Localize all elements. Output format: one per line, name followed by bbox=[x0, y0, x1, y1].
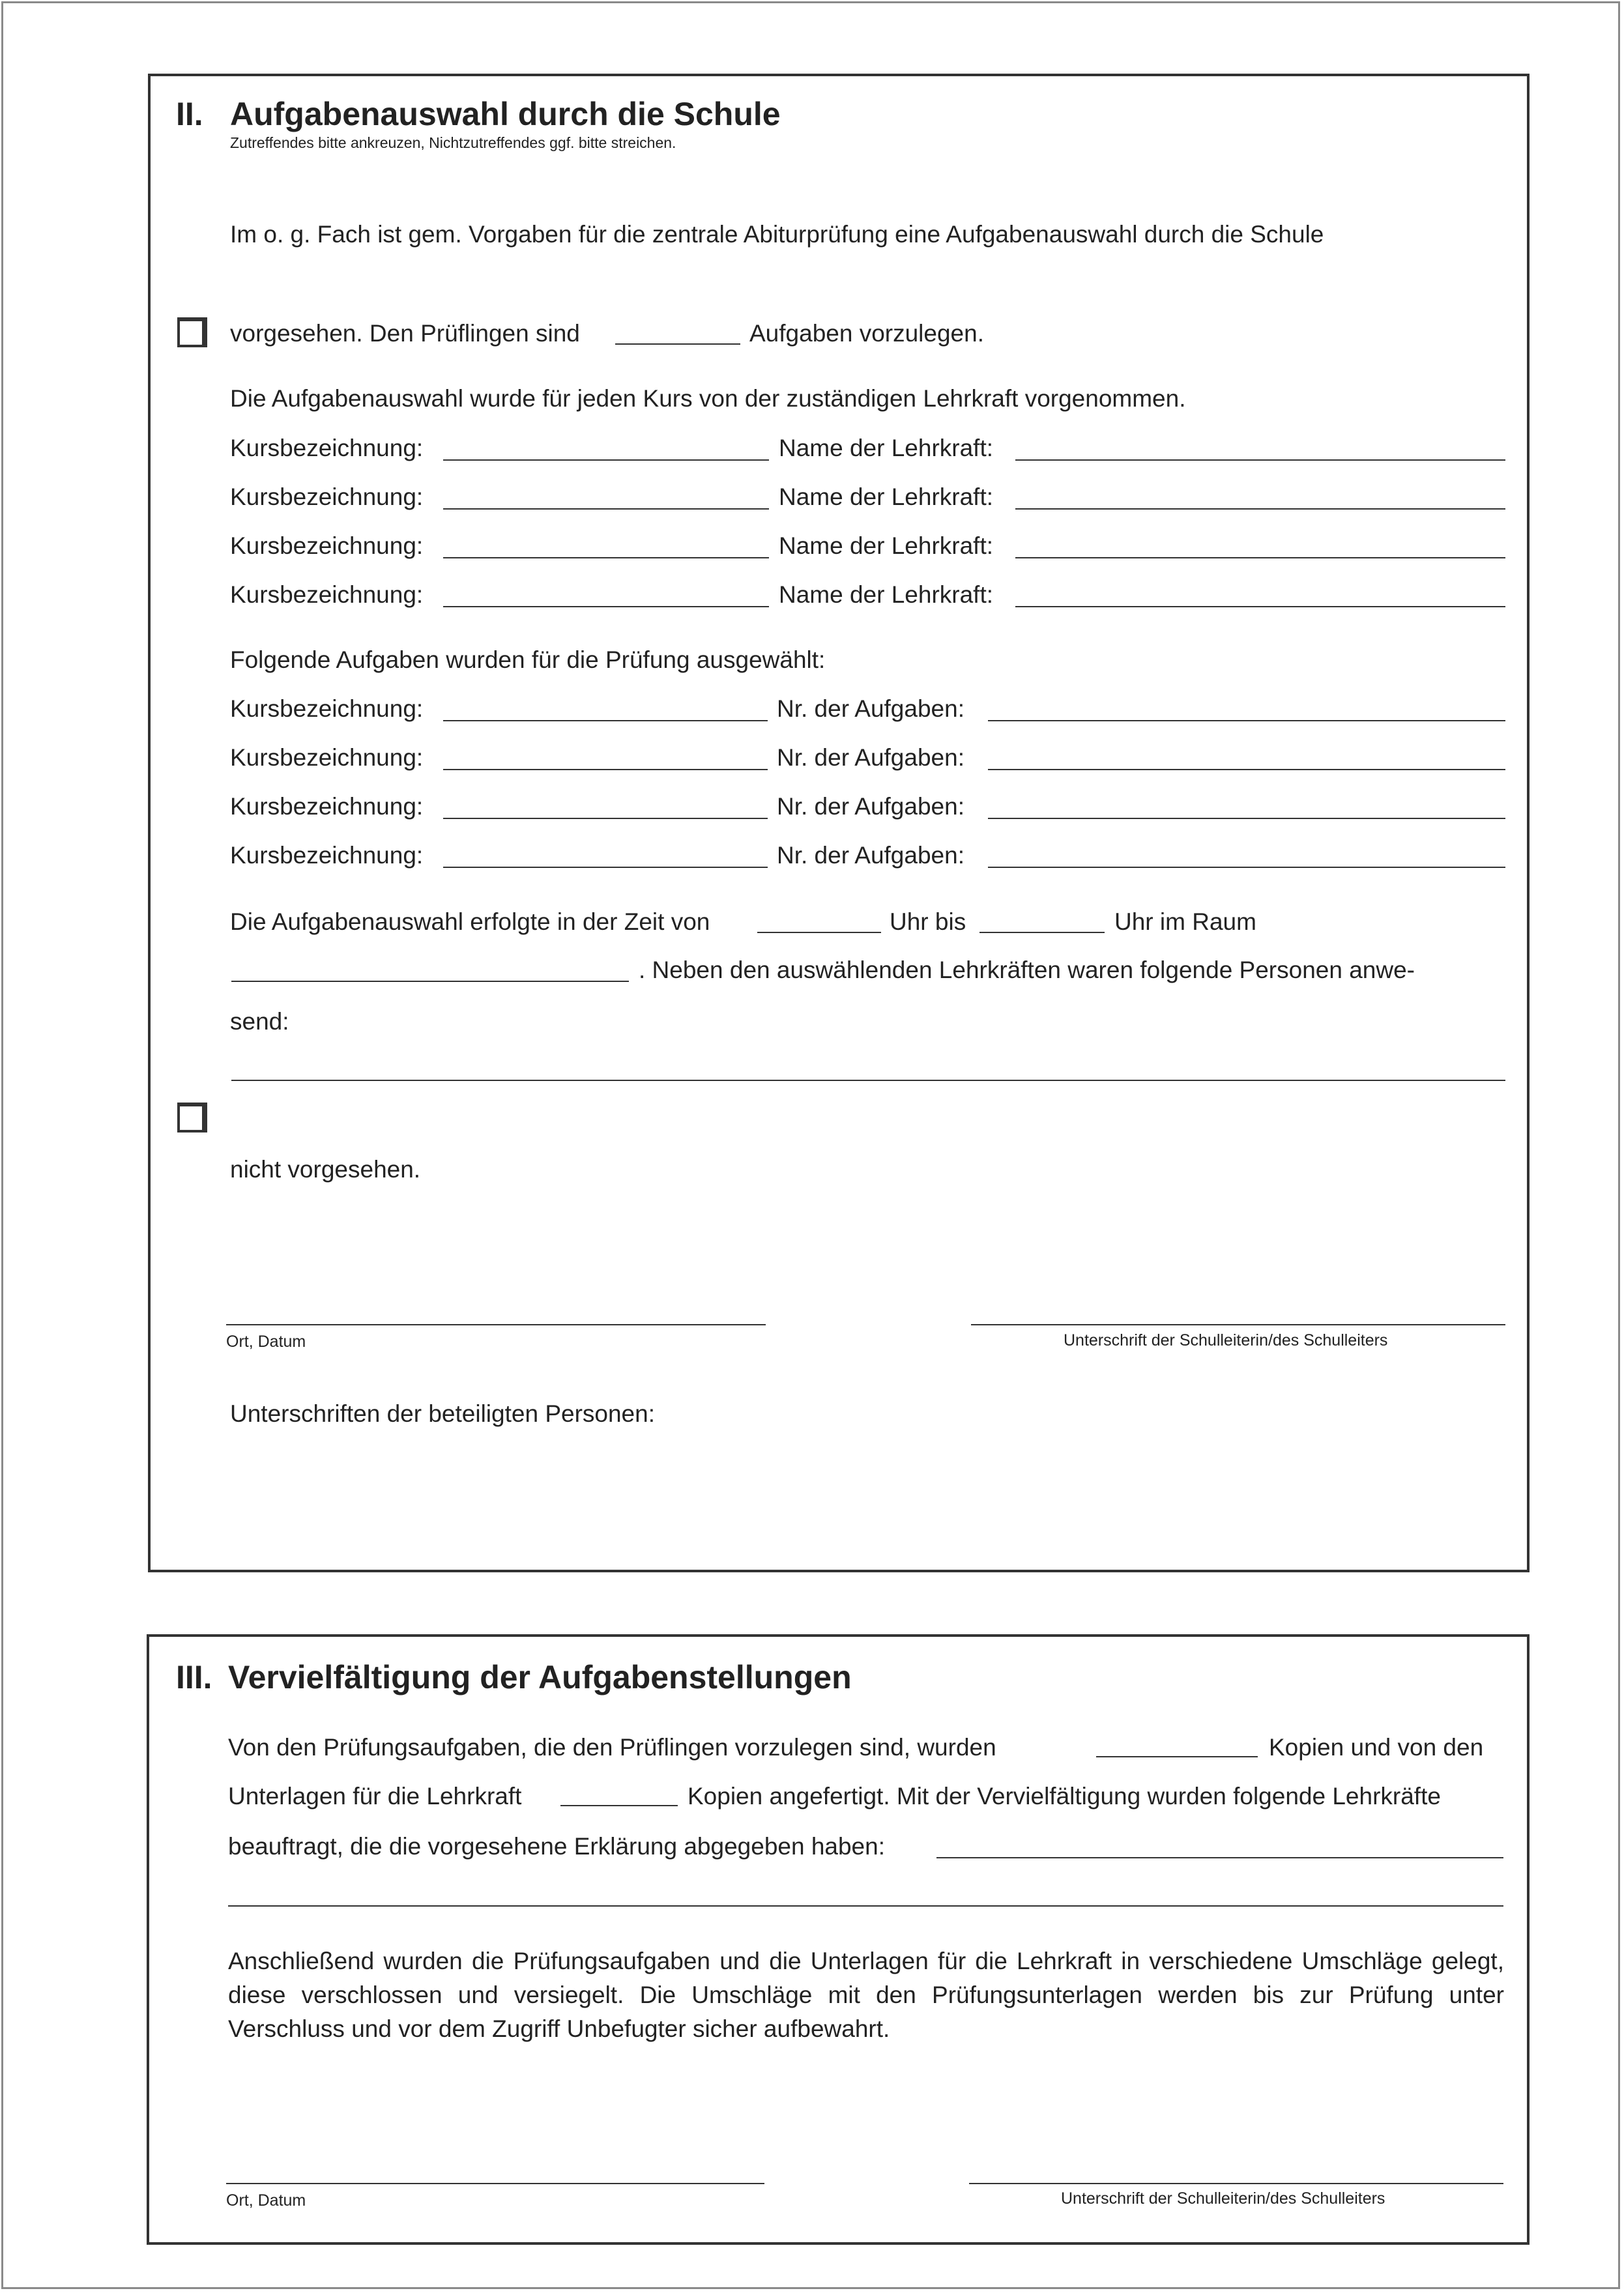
task-row-number-field[interactable] bbox=[988, 867, 1505, 868]
count-tasks-field[interactable] bbox=[615, 343, 740, 345]
option-vorgesehen-label: vorgesehen. Den Prüflingen sind bbox=[230, 320, 580, 347]
task-row-number-field[interactable] bbox=[988, 769, 1505, 770]
tasks-intro: Folgende Aufgaben wurden für die Prüfung ausgewählt: bbox=[230, 646, 826, 673]
teacher-row-course-label: Kursbezeichnung: bbox=[230, 532, 424, 559]
task-row-number-label: Nr. der Aufgaben: bbox=[777, 744, 964, 771]
room-field[interactable] bbox=[231, 981, 629, 982]
teacher-copies-field[interactable] bbox=[560, 1805, 678, 1806]
teacher-row-course-field[interactable] bbox=[443, 459, 769, 461]
copies-line-3: beauftragt, die die vorgesehene Erklärung abgegeben haben: bbox=[228, 1833, 885, 1860]
section-2-intro: Im o. g. Fach ist gem. Vorgaben für die zentrale Abiturprüfung eine Aufgabenauswahl durch die Schule bbox=[230, 221, 1324, 248]
teacher-row-teacher-label: Name der Lehrkraft: bbox=[779, 483, 994, 510]
copies-line-2-suffix: Kopien angefertigt. Mit der Vervielfältigung wurden folgende Lehrkräfte bbox=[688, 1783, 1441, 1810]
teacher-row-course-field[interactable] bbox=[443, 557, 769, 558]
teacher-row-teacher-label: Name der Lehrkraft: bbox=[779, 435, 994, 461]
time-from-field[interactable] bbox=[757, 932, 881, 933]
principal-signature-line[interactable] bbox=[971, 1324, 1505, 1325]
section-3-box bbox=[147, 1634, 1530, 2245]
option-vorgesehen-suffix: Aufgaben vorzulegen. bbox=[749, 320, 984, 347]
section-3-title: Vervielfältigung der Aufgabenstellungen bbox=[228, 1659, 852, 1695]
section-2-subtitle: Zutreffendes bitte ankreuzen, Nichtzutreffendes ggf. bitte streichen. bbox=[230, 134, 676, 151]
teacher-row-teacher-field[interactable] bbox=[1015, 508, 1505, 510]
copies-line-2: Unterlagen für die Lehrkraft bbox=[228, 1783, 522, 1810]
place-date-line[interactable] bbox=[226, 2183, 764, 2184]
principal-signature-label: Unterschrift der Schulleiterin/des Schulleiters bbox=[1064, 1331, 1388, 1349]
teacher-row-course-field[interactable] bbox=[443, 606, 769, 607]
teacher-row-course-label: Kursbezeichnung: bbox=[230, 483, 424, 510]
checkbox-nicht-vorgesehen[interactable] bbox=[177, 1103, 207, 1132]
place-date-line[interactable] bbox=[226, 1324, 766, 1325]
assigned-teachers-field[interactable] bbox=[936, 1857, 1503, 1858]
task-row-course-field[interactable] bbox=[443, 720, 768, 721]
copies-line-1-suffix: Kopien und von den bbox=[1269, 1734, 1484, 1761]
task-row-course-field[interactable] bbox=[443, 818, 768, 819]
task-row-number-label: Nr. der Aufgaben: bbox=[777, 695, 964, 722]
teacher-row-teacher-label: Name der Lehrkraft: bbox=[779, 581, 994, 608]
principal-signature-line[interactable] bbox=[969, 2183, 1503, 2184]
section-2-title: Aufgabenauswahl durch die Schule bbox=[230, 96, 781, 132]
task-row-course-label: Kursbezeichnung: bbox=[230, 842, 424, 869]
checkbox-vorgesehen[interactable] bbox=[177, 317, 207, 347]
teacher-row-course-label: Kursbezeichnung: bbox=[230, 435, 424, 461]
task-row-number-label: Nr. der Aufgaben: bbox=[777, 793, 964, 820]
time-label-from: Die Aufgabenauswahl erfolgte in der Zeit von bbox=[230, 908, 710, 935]
teacher-intro: Die Aufgabenauswahl wurde für jeden Kurs von der zuständigen Lehrkraft vorgenommen. bbox=[230, 385, 1186, 412]
exam-copies-field[interactable] bbox=[1096, 1756, 1258, 1757]
task-row-number-label: Nr. der Aufgaben: bbox=[777, 842, 964, 869]
task-row-course-field[interactable] bbox=[443, 867, 768, 868]
presence-text-continued: send: bbox=[230, 1008, 289, 1035]
time-until-field[interactable] bbox=[979, 932, 1105, 933]
place-date-label: Ort, Datum bbox=[226, 1333, 306, 1351]
present-persons-field[interactable] bbox=[231, 1080, 1505, 1081]
task-row-course-field[interactable] bbox=[443, 769, 768, 770]
section-2-number: II. bbox=[176, 96, 203, 132]
task-row-course-label: Kursbezeichnung: bbox=[230, 793, 424, 820]
task-row-course-label: Kursbezeichnung: bbox=[230, 744, 424, 771]
presence-text: . Neben den auswählenden Lehrkräften waren folgende Personen anwe- bbox=[639, 957, 1415, 983]
teacher-row-teacher-label: Name der Lehrkraft: bbox=[779, 532, 994, 559]
teacher-row-course-field[interactable] bbox=[443, 508, 769, 510]
section-3-number: III. bbox=[176, 1659, 212, 1695]
task-row-course-label: Kursbezeichnung: bbox=[230, 695, 424, 722]
place-date-label: Ort, Datum bbox=[226, 2191, 306, 2210]
time-label-room: Uhr im Raum bbox=[1114, 908, 1256, 935]
closing-paragraph: Anschließend wurden die Prüfungsaufgaben und die Unterlagen für die Lehrkraft in verschiedene Umschläge gelegt, diese verschlossen und versiegelt. Die Umschläge mit den Prüfungsunterlagen werden bis zur Prüfung unter Verschluss und vor dem Zugriff Unbefugter sicher aufbewahrt. bbox=[228, 1948, 1504, 2042]
principal-signature-label: Unterschrift der Schulleiterin/des Schulleiters bbox=[1061, 2189, 1385, 2208]
participants-signature-label: Unterschriften der beteiligten Personen: bbox=[230, 1400, 655, 1427]
teacher-row-teacher-field[interactable] bbox=[1015, 557, 1505, 558]
time-label-until: Uhr bis bbox=[890, 908, 966, 935]
option-nicht-vorgesehen-label: nicht vorgesehen. bbox=[230, 1156, 421, 1183]
task-row-number-field[interactable] bbox=[988, 818, 1505, 819]
teacher-row-course-label: Kursbezeichnung: bbox=[230, 581, 424, 608]
teacher-row-teacher-field[interactable] bbox=[1015, 606, 1505, 607]
copies-line-1: Von den Prüfungsaufgaben, die den Prüflingen vorzulegen sind, wurden bbox=[228, 1734, 996, 1761]
assigned-teachers-field-2[interactable] bbox=[228, 1905, 1503, 1907]
teacher-row-teacher-field[interactable] bbox=[1015, 459, 1505, 461]
task-row-number-field[interactable] bbox=[988, 720, 1505, 721]
